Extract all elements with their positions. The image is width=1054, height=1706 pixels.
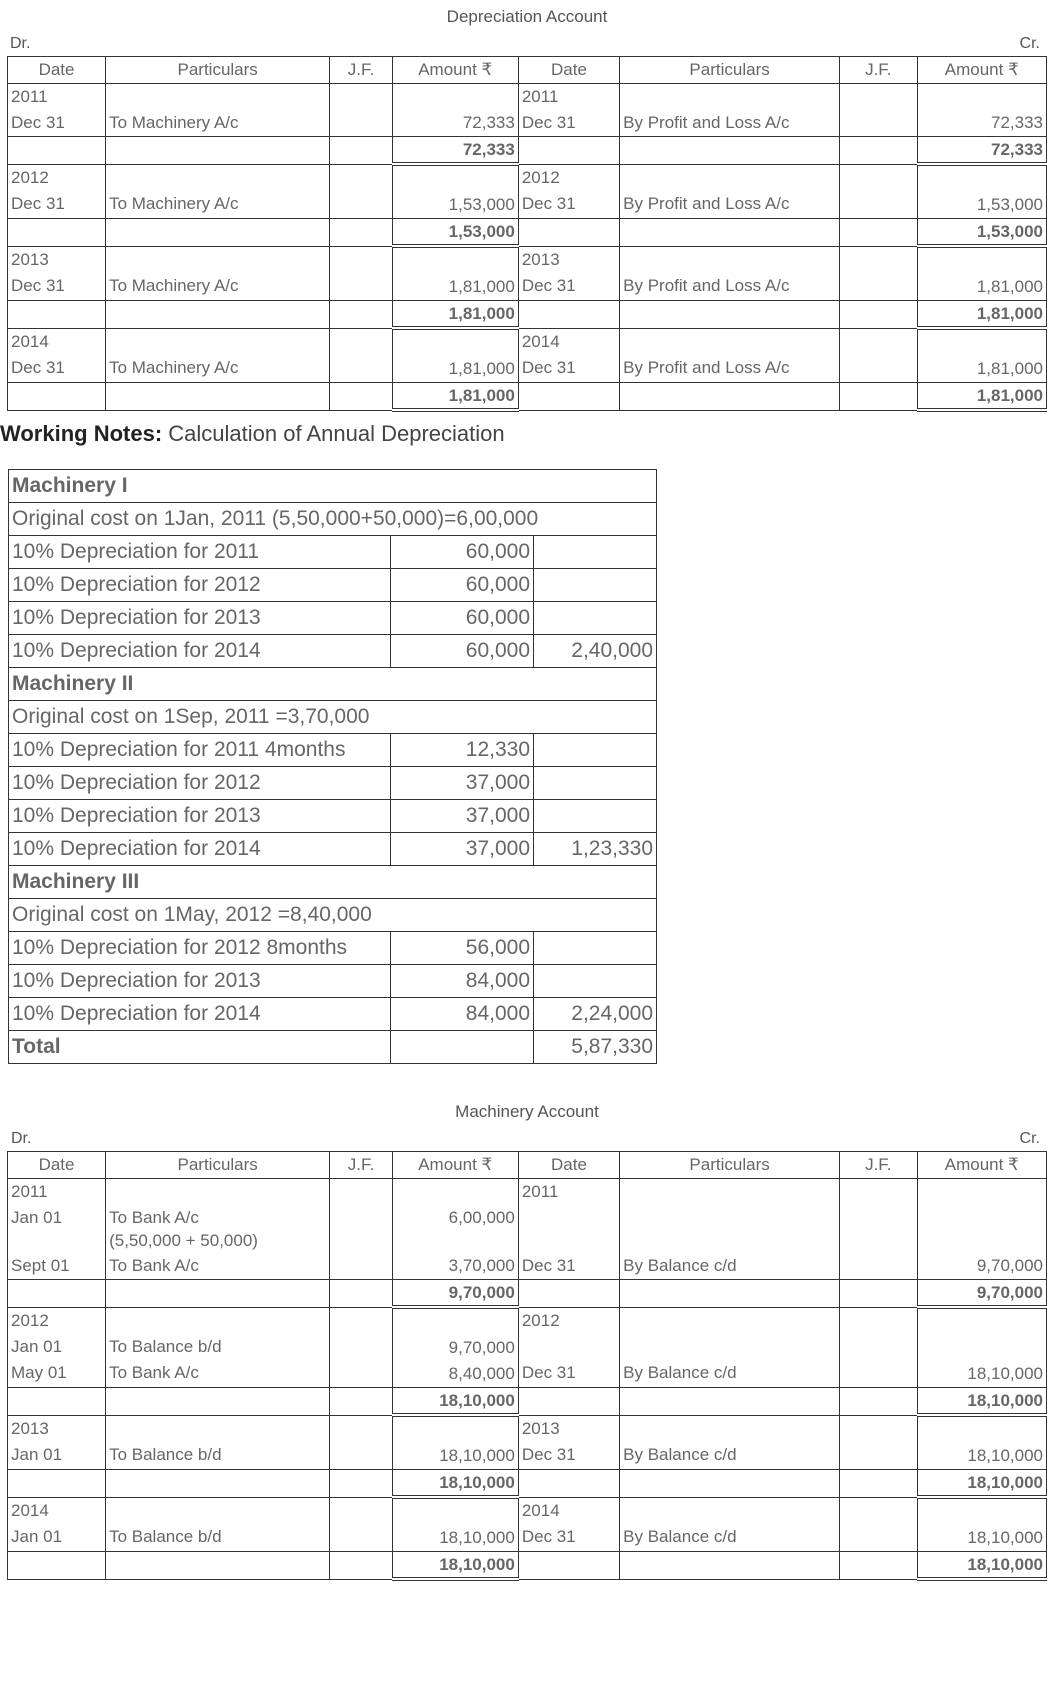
dr-label: Dr. — [11, 1130, 32, 1147]
cr-total: 9,70,000 — [917, 1280, 1046, 1308]
date-cell: 2012 Jan 01 May 01 — [8, 1307, 106, 1388]
header-row — [8, 1152, 1047, 1179]
table-row — [8, 84, 1047, 137]
particulars-cell: To Machinery A/c — [106, 164, 330, 219]
depreciation-account-title: Depreciation Account — [446, 7, 608, 26]
cr-label: Cr. — [1019, 35, 1040, 52]
dr-total: 18,10,000 — [392, 1388, 518, 1416]
amount-cell: 9,70,000 — [917, 1179, 1046, 1280]
dr-total: 72,333 — [392, 137, 518, 165]
amount-cell: 18,10,000 — [917, 1307, 1046, 1388]
col-header-date: Date — [518, 1152, 619, 1179]
particulars-cell: By Profit and Loss A/c — [620, 84, 840, 137]
date-cell: 2011 Dec 31 — [518, 84, 619, 137]
machinery-3-cost-row: Original cost on 1May, 2012 =8,40,000 — [9, 899, 657, 932]
machinery-3-title-row: Machinery III — [9, 866, 657, 899]
table-row: 10% Depreciation for 2013 60,000 — [9, 602, 657, 635]
date-cell: 2014 Dec 31 — [518, 328, 619, 383]
col-header-date: Date — [8, 1152, 106, 1179]
table-row: 10% Depreciation for 2014 37,000 1,23,330 — [9, 833, 657, 866]
col-header-amount: Amount ₹ — [917, 1152, 1046, 1179]
header-row — [8, 57, 1047, 84]
particulars-cell: To Bank A/c (5,50,000 + 50,000) To Bank A/c — [106, 1179, 330, 1280]
machinery-1-cost-row: Original cost on 1Jan, 2011 (5,50,000+50,000)=6,00,000 — [9, 503, 657, 536]
particulars-cell: By Profit and Loss A/c — [620, 164, 840, 219]
total-row — [8, 1388, 1047, 1416]
amount-cell: 1,53,000 — [917, 164, 1046, 219]
jf-cell — [330, 246, 393, 301]
particulars-cell: By Profit and Loss A/c — [620, 328, 840, 383]
machinery-2-title-row: Machinery II — [9, 668, 657, 701]
date-cell: 2011 Dec 31 — [518, 1179, 619, 1280]
table-row: 10% Depreciation for 2011 4months 12,330 — [9, 734, 657, 767]
col-header-jf: J.F. — [840, 57, 918, 84]
table-row — [8, 1497, 1047, 1552]
machinery-account-title: Machinery Account — [455, 1102, 599, 1121]
col-header-jf: J.F. — [840, 1152, 918, 1179]
grand-total-row: Total 5,87,330 — [9, 1031, 657, 1064]
date-cell: 2011 Jan 01 Sept 01 — [8, 1179, 106, 1280]
amount-cell: 18,10,000 — [917, 1415, 1046, 1470]
col-header-amount: Amount ₹ — [392, 1152, 518, 1179]
particulars-cell: To Balance b/d To Bank A/c — [106, 1307, 330, 1388]
amount-cell: 1,81,000 — [917, 328, 1046, 383]
cr-total: 18,10,000 — [917, 1552, 1046, 1580]
cr-total: 72,333 — [917, 137, 1046, 165]
amount-cell: 18,10,000 — [917, 1497, 1046, 1552]
particulars-cell: By Profit and Loss A/c — [620, 246, 840, 301]
date-cell: 2013 Jan 01 — [8, 1415, 106, 1470]
table-row: 10% Depreciation for 2012 8months 56,000 — [9, 932, 657, 965]
amount-cell: 18,10,000 — [392, 1497, 518, 1552]
col-header-amount: Amount ₹ — [917, 57, 1046, 84]
particulars-cell: By Balance c/d — [620, 1179, 840, 1280]
cr-total: 18,10,000 — [917, 1388, 1046, 1416]
dr-label: Dr. — [10, 35, 31, 52]
col-header-particulars: Particulars — [106, 57, 330, 84]
jf-cell — [840, 84, 918, 137]
particulars-cell: To Balance b/d — [106, 1497, 330, 1552]
date-cell: 2013 Dec 31 — [518, 1415, 619, 1470]
working-notes-table — [8, 469, 657, 1064]
table-row — [8, 246, 1047, 301]
col-header-particulars: Particulars — [106, 1152, 330, 1179]
jf-cell — [330, 1497, 393, 1552]
jf-cell — [330, 1179, 393, 1280]
total-row — [8, 219, 1047, 247]
jf-cell — [330, 84, 393, 137]
date-cell: 2014 Dec 31 — [518, 1497, 619, 1552]
dr-total: 1,81,000 — [392, 383, 518, 411]
machinery-account-table — [7, 1151, 1047, 1581]
col-header-jf: J.F. — [330, 57, 393, 84]
table-row: 10% Depreciation for 2013 37,000 — [9, 800, 657, 833]
table-row — [8, 1179, 1047, 1280]
total-row — [8, 1552, 1047, 1580]
dr-total: 9,70,000 — [392, 1280, 518, 1308]
amount-cell: 18,10,000 — [392, 1415, 518, 1470]
date-cell: 2013 Dec 31 — [518, 246, 619, 301]
particulars-cell: To Machinery A/c — [106, 246, 330, 301]
cr-total: 18,10,000 — [917, 1470, 1046, 1498]
jf-cell — [840, 164, 918, 219]
table-row: 10% Depreciation for 2012 37,000 — [9, 767, 657, 800]
amount-cell: 1,81,000 — [392, 246, 518, 301]
particulars-cell: To Balance b/d — [106, 1415, 330, 1470]
col-header-particulars: Particulars — [620, 1152, 840, 1179]
amount-cell: 72,333 — [392, 84, 518, 137]
jf-cell — [840, 1415, 918, 1470]
total-row — [8, 137, 1047, 165]
amount-cell: 72,333 — [917, 84, 1046, 137]
date-cell: 2012 Dec 31 — [8, 164, 106, 219]
amount-cell: 6,00,000 3,70,000 — [392, 1179, 518, 1280]
date-cell: 2014 Dec 31 — [8, 328, 106, 383]
date-cell: 2012 Dec 31 — [518, 1307, 619, 1388]
particulars-cell: To Machinery A/c — [106, 328, 330, 383]
total-row — [8, 301, 1047, 329]
jf-cell — [330, 1415, 393, 1470]
table-row — [8, 1307, 1047, 1388]
col-header-date: Date — [518, 57, 619, 84]
jf-cell — [330, 328, 393, 383]
table-row: 10% Depreciation for 2014 60,000 2,40,000 — [9, 635, 657, 668]
dr-total: 18,10,000 — [392, 1470, 518, 1498]
col-header-jf: J.F. — [330, 1152, 393, 1179]
date-cell: 2013 Dec 31 — [8, 246, 106, 301]
total-row — [8, 1280, 1047, 1308]
total-row — [8, 383, 1047, 411]
particulars-cell: By Balance c/d — [620, 1497, 840, 1552]
jf-cell — [840, 1497, 918, 1552]
jf-cell — [840, 1179, 918, 1280]
particulars-cell: By Balance c/d — [620, 1415, 840, 1470]
jf-cell — [840, 1307, 918, 1388]
particulars-cell: To Machinery A/c — [106, 84, 330, 137]
col-header-date: Date — [8, 57, 106, 84]
total-row — [8, 1470, 1047, 1498]
particulars-cell: By Balance c/d — [620, 1307, 840, 1388]
working-notes-heading: Working Notes: Calculation of Annual Depreciation — [0, 421, 505, 446]
cr-total: 1,81,000 — [917, 383, 1046, 411]
machinery-2-cost-row: Original cost on 1Sep, 2011 =3,70,000 — [9, 701, 657, 734]
amount-cell: 1,53,000 — [392, 164, 518, 219]
col-header-amount: Amount ₹ — [392, 57, 518, 84]
cr-label: Cr. — [1019, 1130, 1040, 1147]
amount-cell: 9,70,000 8,40,000 — [392, 1307, 518, 1388]
cr-total: 1,53,000 — [917, 219, 1046, 247]
amount-cell: 1,81,000 — [392, 328, 518, 383]
date-cell: 2011 Dec 31 — [8, 84, 106, 137]
jf-cell — [330, 1307, 393, 1388]
table-row — [8, 328, 1047, 383]
depreciation-account-table — [7, 56, 1047, 412]
table-row: 10% Depreciation for 2011 60,000 — [9, 536, 657, 569]
date-cell: 2014 Jan 01 — [8, 1497, 106, 1552]
table-row — [8, 1415, 1047, 1470]
table-row: 10% Depreciation for 2013 84,000 — [9, 965, 657, 998]
jf-cell — [840, 328, 918, 383]
jf-cell — [840, 246, 918, 301]
cr-total: 1,81,000 — [917, 301, 1046, 329]
table-row: 10% Depreciation for 2014 84,000 2,24,000 — [9, 998, 657, 1031]
table-row — [8, 164, 1047, 219]
jf-cell — [330, 164, 393, 219]
date-cell: 2012 Dec 31 — [518, 164, 619, 219]
machinery-1-title-row: Machinery I — [9, 470, 657, 503]
dr-total: 18,10,000 — [392, 1552, 518, 1580]
dr-total: 1,53,000 — [392, 219, 518, 247]
amount-cell: 1,81,000 — [917, 246, 1046, 301]
table-row: 10% Depreciation for 2012 60,000 — [9, 569, 657, 602]
dr-total: 1,81,000 — [392, 301, 518, 329]
col-header-particulars: Particulars — [620, 57, 840, 84]
